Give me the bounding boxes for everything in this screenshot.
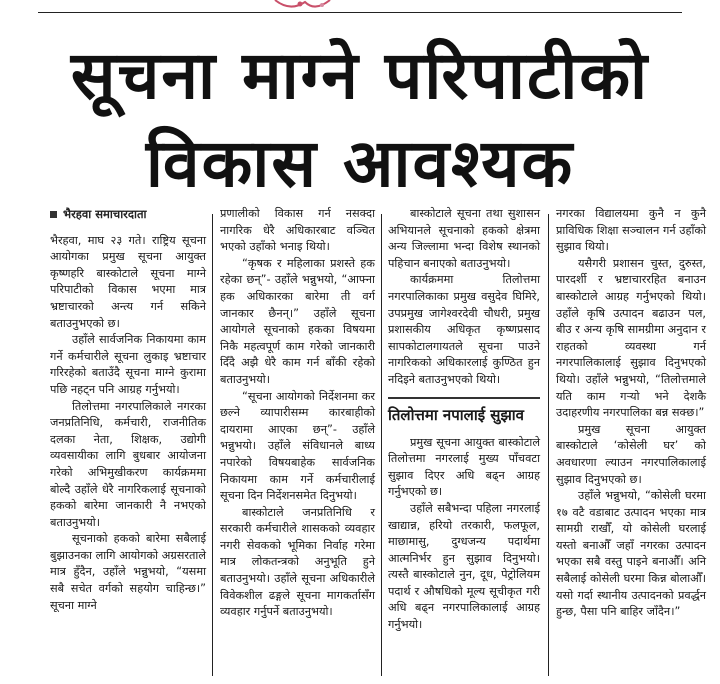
paragraph: नगरका विद्यालयमा कुनै न कुनै प्राविधिक शिक्षा सञ्चालन गर्न उहाँको सुझाव थियो।: [556, 207, 706, 254]
paragraph: प्रणालीको विकास गर्न नसक्दा नागरिक धेरै अधिकारबाट वञ्चित भएको उहाँको भनाइ थियो।: [220, 207, 375, 254]
subheading-rule: [388, 397, 540, 399]
byline-text: भैरहवा समाचारदाता: [63, 207, 147, 221]
paragraph: प्रमुख सूचना आयुक्त बास्कोटाले ‘कोसेली घर’ को अवधारणा ल्याउन नगरपालिकालाई सुझाव दिनुभएको छ।: [556, 422, 706, 486]
subheading: तिलोत्तमा नपालाई सुझाव: [388, 405, 525, 424]
headline-line-1: सूचना माग्ने परिपाटीको: [70, 37, 650, 114]
article-column-1: [50, 206, 206, 614]
paragraph: यसैगरी प्रशासन चुस्त, दुरुस्त, पारदर्शी र भ्रष्टाचाररहित बनाउन बास्कोटाले आग्रह गर्नुभएको थियो। उहाँले कृषि उत्पादन बढाउन पल, बीउ र अन्य कृषि सामग्रीमा अनुदान र राहतको व्यवस्था गर्न नगरपालिकालाई सुझाव दिनुभएको थियो। उहाँले भन्नुभयो, “तिलोत्तमाले यति काम गऱ्यो भने देशकै उदाहरणीय नगरपालिका बन्न सक्छ।”: [556, 256, 706, 420]
column-divider: [381, 214, 382, 676]
column-divider: [548, 214, 549, 676]
paragraph: प्रमुख सूचना आयुक्त बास्कोटाले तिलोत्तमा नगरलाई मुख्य पाँचवटा सुझाव दिएर अधि बढ्न आग्रह गर्नुभएको छ।: [388, 435, 540, 499]
headline-line-2: विकास आवश्यक: [145, 125, 575, 202]
paragraph: “सूचना आयोगको निर्देशनमा कर छल्ने व्यापारीसम्म कारबाहीको दायरामा आएका छन्”- उहाँले भन्नुभयो। उहाँले संविधानले बाध्य नपारेको विषयबाहेक सार्वजनिक निकायमा काम गर्ने कर्मचारीलाई सूचना दिन निर्देशनसमेत दिनुभयो।: [220, 389, 375, 503]
paragraph: बास्कोटाले जनप्रतिनिधि र सरकारी कर्मचारीले शासकको व्यवहार नगरी सेवकको भूमिका निर्वाह गरेमा मात्र लोकतन्त्रको अनुभूति हुने बताउनुभयो। उहाँले सूचना अधिकारीले विवेकशील ढङ्गले सूचना मागकर्तासँग व्यवहार गर्नुपर्ने बताउनुभयो।: [220, 505, 375, 619]
bullet-square-icon: [50, 211, 57, 218]
paragraph: बास्कोटाले सूचना तथा सुशासन अभियानले सूचनाको हकको क्षेत्रमा अन्य जिल्लामा भन्दा विशेष स्थानको पहिचान बनाएको बताउनुभयो।: [388, 207, 540, 270]
article-column-3: [388, 206, 540, 634]
paragraph: भैरहवा, माघ २३ गते। राष्ट्रिय सूचना आयोगका प्रमुख सूचना आयुक्त कृष्णहरि बास्कोटाले सूचना माग्ने परिपाटीको विकास भएमा मात्र भ्रष्टाचारको अन्त्य गर्न सकिने बताउनुभएको छ।: [50, 233, 206, 330]
paragraph: उहाँले सबैभन्दा पहिला नगरलाई खाद्यान्न, हरियो तरकारी, फलफूल, माछामासु, दुग्धजन्य पदार्थमा आत्मनिर्भर हुन सुझाव दिनुभयो। त्यस्तै बास्कोटाले नुन, दूध, पेट्रोलियम पदार्थ र औषधिको मूल्य सूचीकृत गरी अधि बढ्न नगरपालिकालाई आग्रह गर्नुभयो।: [388, 501, 540, 632]
paragraph: “कृषक र महिलाका प्रशस्ते हक रहेका छन्”- उहाँले भन्नुभयो, “आफ्ना हक अधिकारका बारेमा ती वर्ग जानकार छैनन्।” उहाँले सूचना आयोगले सूचनाको हकका विषयमा निकै महत्वपूर्ण काम गरेको जानकारी दिँदै अझै धेरै काम गर्न बाँकी रहेको बताउनुभयो।: [220, 256, 375, 386]
article-column-2: [220, 206, 375, 621]
paragraph: उहाँले भन्नुभयो, “कोसेली घरमा १७ वटै वडाबाट उत्पादन भएका मात्र सामग्री राखौँ, यो कोसेली घरलाई यस्तो बनाऔँ जहाँ नगरका उत्पादन भएका सबै वस्तु पाइने बनाऔँ। अनि सबैलाई कोसेली घरमा किन्न बोलाऔँ। यसो गर्दा स्थानीय उत्पादनको प्रवर्द्धन हुन्छ, पैसा पनि बाहिर जाँदैन।”: [556, 489, 706, 619]
top-rule: [38, 12, 682, 13]
paragraph: कार्यक्रममा तिलोत्तमा नगरपालिकाका प्रमुख वसुदेव घिमिरे, उपप्रमुख जागेश्वरदेवी चौधरी, प्रमुख प्रशासकीय अधिकृत कृष्णप्रसाद सापकोटालगायतले सूचना पाउने नागरिकको अधिकारलाई कुण्ठित हुन नदिइने बताउनुभएको थियो।: [388, 273, 540, 386]
article-column-4: [556, 206, 706, 621]
byline: [50, 206, 206, 223]
paragraph: उहाँले सार्वजनिक निकायमा काम गर्ने कर्मचारीले सूचना लुकाइ भ्रष्टाचार गरिरहेको बताउँदै सूचना माग्ने कुरामा पछि नहट्न पनि आग्रह गर्नुभयो।: [50, 333, 206, 396]
paragraph: तिलोत्तमा नगरपालिकाले नगरका जनप्रतिनिधि, कर्मचारी, राजनीतिक दलका नेता, शिक्षक, उद्योगी व्यवसायीका लागि बुधबार आयोजना गरेको अभिमुखीकरण कार्यक्रममा बोल्दै उहाँले धेरै नागरिकलाई सूचनाको हकको बारेमा जानकारी नै नभएको बताउनुभयो।: [50, 399, 206, 529]
paragraph: सूचनाको हकको बारेमा सबैलाई बुझाउनका लागि आयोगको अग्रसरताले मात्र हुँदैन, उहाँले भन्नुभयो, “यसमा सबै सचेत वर्गको सहयोग चाहिन्छ।” सूचना माग्ने: [50, 532, 206, 612]
column-divider: [212, 214, 213, 676]
